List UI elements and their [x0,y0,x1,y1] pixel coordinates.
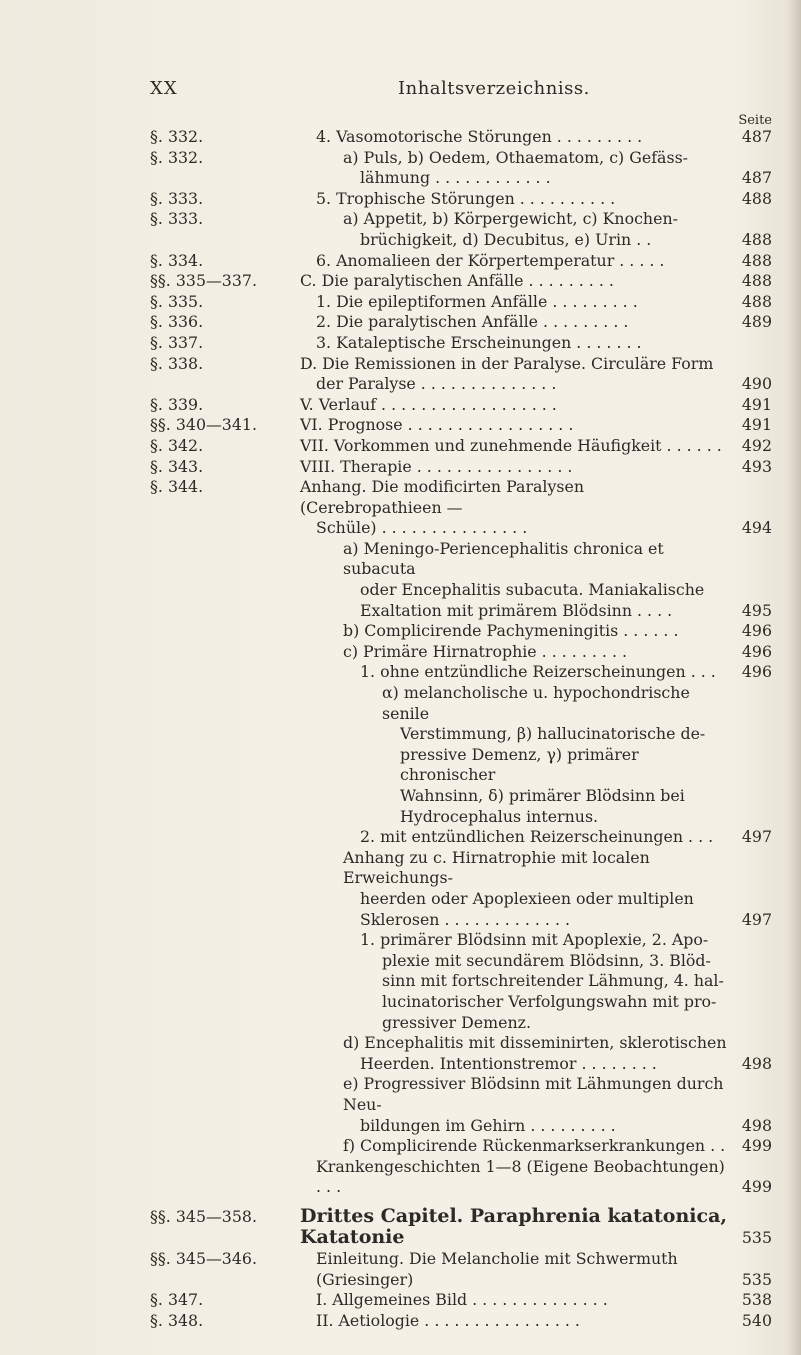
entry-title: 3. Kataleptische Erscheinungen . . . . . . . [316,332,642,352]
entry-title: gressiver Demenz. [382,1012,531,1032]
section-ref: §. 336. [150,312,204,332]
page-header [150,78,761,102]
section-ref: §. 343. [150,456,204,476]
toc-row [150,189,772,210]
entry-title: heerden oder Apoplexieen oder multiplen [360,888,694,908]
entry-title: lähmung . . . . . . . . . . . . [360,168,551,188]
entry-body [300,395,772,416]
section-ref: §§. 345—346. [150,1249,257,1269]
section-ref: §. 342. [150,435,204,455]
entry-body [300,209,772,230]
toc-row [150,786,772,807]
entry-title: c) Primäre Hirnatrophie . . . . . . . . . [343,641,628,661]
toc-row [150,415,772,436]
page-ref: 488 [741,271,772,291]
toc-row [150,1136,772,1157]
entry-body [300,230,772,251]
toc-row [150,457,772,478]
entry-title: 6. Anomalieen der Körpertemperatur . . . . . [316,250,665,270]
toc-row [150,148,772,169]
toc-row [150,848,772,889]
entry-title: D. Die Remissionen in der Paralyse. Circuläre Form [300,353,714,373]
section-ref: §. 332. [150,127,204,146]
section-ref: §. 344. [150,477,204,497]
entry-title: pressive Demenz, γ) primärer chronischer [400,744,639,785]
toc-row [150,271,772,292]
page-ref: 496 [741,662,772,682]
toc-row [150,127,772,148]
page-ref: 488 [741,291,772,311]
entry-title: C. Die paralytischen Anfälle . . . . . . . . . [300,271,614,291]
toc-row [150,910,772,931]
toc-row [150,354,772,375]
table-of-contents [150,112,772,1331]
entry-body [300,539,772,580]
entry-body [300,333,772,354]
entry-title: brüchigkeit, d) Decubitus, e) Urin . . [360,229,652,249]
page-ref: 487 [741,168,772,188]
toc-row [150,621,772,642]
entry-body [300,621,772,642]
toc-row [150,1054,772,1075]
page-ref: 490 [741,374,772,394]
toc-row [150,436,772,457]
entry-body [300,251,772,272]
entry-body [300,168,772,189]
seite-label: Seite [738,113,772,128]
entry-title: V. Verlauf . . . . . . . . . . . . . . . . . . [300,394,557,414]
page-ref: 489 [741,312,772,332]
entry-title: a) Appetit, b) Körpergewicht, c) Knochen- [343,209,678,229]
entry-title: a) Meningo-Periencephalitis chronica et subacuta [343,538,664,579]
entry-title: Einleitung. Die Melancholie mit Schwermuth (Griesinger) [316,1249,678,1289]
toc-row [150,930,772,951]
section-ref: §. 347. [150,1290,204,1310]
entry-body [300,992,772,1013]
section-ref: §. 338. [150,353,204,373]
chapter-title: Drittes Capitel. Paraphrenia katatonica, Katatonie [300,1204,728,1249]
entry-title: 2. mit entzündlichen Reizerscheinungen . . . [360,827,714,847]
entry-title: Anhang. Die modificirten Paralysen (Cerebropathieen — [300,477,585,517]
entry-body [300,436,772,457]
page-ref: 499 [741,1136,772,1156]
entry-body [300,827,772,848]
entry-title: bildungen im Gehirn . . . . . . . . . [360,1115,616,1135]
entry-body [300,786,772,807]
toc-row [150,1249,772,1290]
entry-body [300,477,772,518]
entry-body [300,910,772,931]
entry-body [300,971,772,992]
entry-body [300,1013,772,1034]
entry-title: d) Encephalitis mit disseminirten, sklerotischen [343,1033,727,1053]
entry-title: Wahnsinn, δ) primärer Blödsinn bei [400,786,685,805]
page-ref: 496 [741,621,772,641]
toc-row [150,601,772,622]
entry-body [300,354,772,375]
toc-row [150,374,772,395]
page-ref: 488 [741,250,772,270]
toc-row [150,292,772,313]
toc-row [150,889,772,910]
entry-title: Hydrocephalus internus. [400,806,599,826]
entry-body [300,312,772,333]
entry-body [300,807,772,828]
page-edge-shadow [787,0,801,1355]
entry-title: der Paralyse . . . . . . . . . . . . . . [316,374,557,394]
toc-row [150,1290,772,1311]
entry-body [300,930,772,951]
toc-row [150,971,772,992]
entry-body [300,724,772,745]
entry-body [300,1311,772,1332]
page-ref: 494 [741,518,772,538]
page-ref: 497 [741,827,772,847]
page-ref: 535 [741,1228,772,1248]
entry-body [300,848,772,889]
entry-body [300,292,772,313]
page-ref: 495 [741,600,772,620]
toc-row [150,230,772,251]
toc-row [150,1311,772,1332]
entry-title: Schüle) . . . . . . . . . . . . . . . [316,518,528,538]
running-title: Inhaltsverzeichniss. [398,78,590,99]
entry-title: f) Complicirende Rückenmarkserkrankungen . . [343,1136,726,1156]
entry-body [300,271,772,292]
entry-body [300,1054,772,1075]
entry-title: oder Encephalitis subacuta. Maniakalische [360,580,705,600]
entry-title: 5. Trophische Störungen . . . . . . . . . . [316,188,616,208]
toc-row [150,951,772,972]
entry-title: lucinatorischer Verfolgungswahn mit pro- [382,991,717,1011]
toc-chapter-row [150,1206,772,1249]
section-ref: §. 337. [150,332,204,352]
entry-body [300,1136,772,1157]
page-ref: 496 [741,641,772,661]
entry-body [300,1033,772,1054]
entry-title: plexie mit secundärem Blödsinn, 3. Blöd- [382,950,711,970]
section-ref: §. 333. [150,209,204,229]
section-ref: §§. 340—341. [150,415,257,435]
page-ref: 488 [741,229,772,249]
entry-body [300,457,772,478]
toc-row [150,518,772,539]
entry-title: 1. primärer Blödsinn mit Apoplexie, 2. Apo- [360,930,709,950]
toc-row [150,168,772,189]
page-ref: 498 [741,1053,772,1073]
entry-body [300,148,772,169]
entry-title: VIII. Therapie . . . . . . . . . . . . . . . . [300,456,573,476]
toc-row [150,683,772,724]
page-ref: 492 [741,435,772,455]
entry-body [300,1116,772,1137]
section-ref: §. 348. [150,1310,204,1330]
entry-title: 2. Die paralytischen Anfälle . . . . . . . . . [316,312,629,332]
toc-row [150,992,772,1013]
page-ref: 497 [741,909,772,929]
entry-body [300,1206,772,1249]
entry-body [300,889,772,910]
entry-body [300,1157,772,1198]
entry-title: α) melancholische u. hypochondrische senile [382,683,690,723]
toc-row [150,807,772,828]
section-ref: §. 333. [150,188,204,208]
entry-body [300,1074,772,1115]
toc-row [150,1033,772,1054]
section-ref: §§. 345—358. [150,1206,257,1226]
entry-title: Anhang zu c. Hirnatrophie mit localen Erweichungs- [343,847,650,888]
entry-body [300,601,772,622]
toc-row [150,724,772,745]
entry-title: a) Puls, b) Oedem, Othaematom, c) Gefäss- [343,147,689,167]
toc-row [150,333,772,354]
entry-body [300,518,772,539]
page-ref: 493 [741,456,772,476]
entry-title: II. Aetiologie . . . . . . . . . . . . . . . . [316,1310,580,1330]
toc-row [150,1074,772,1115]
toc-row [150,312,772,333]
toc-row [150,745,772,786]
toc-row [150,477,772,518]
toc-row [150,580,772,601]
entry-title: 1. ohne entzündliche Reizerscheinungen . . . [360,662,716,682]
page-ref: 535 [741,1269,772,1289]
entry-title: Heerden. Intentionstremor . . . . . . . . [360,1053,657,1073]
entry-body [300,127,772,148]
page-ref: 498 [741,1115,772,1135]
section-ref: §§. 335—337. [150,271,257,291]
entry-body [300,1249,772,1290]
page-number: XX [150,78,178,99]
entry-title: I. Allgemeines Bild . . . . . . . . . . . . . . [316,1290,608,1310]
toc-row [150,209,772,230]
entry-title: Krankengeschichten 1—8 (Eigene Beobachtungen) . . . [316,1156,725,1197]
toc-row [150,395,772,416]
entry-body [300,745,772,786]
toc-row [150,1157,772,1198]
page-ref: 538 [741,1290,772,1310]
entry-title: 1. Die epileptiformen Anfälle . . . . . . . . . [316,291,638,311]
entry-title: Exaltation mit primärem Blödsinn . . . . [360,600,673,620]
entry-title: e) Progressiver Blödsinn mit Lähmungen durch Neu- [343,1074,724,1114]
entry-body [300,642,772,663]
entry-title: b) Complicirende Pachymeningitis . . . . . . [343,621,679,641]
entry-body [300,374,772,395]
toc-row [150,1013,772,1034]
entry-body [300,662,772,683]
toc-row [150,539,772,580]
entry-title: sinn mit fortschreitender Lähmung, 4. hal- [382,971,724,991]
entry-title: Verstimmung, β) hallucinatorische de- [400,724,706,744]
toc-row [150,642,772,663]
entry-title: Sklerosen . . . . . . . . . . . . . [360,909,571,929]
entry-body [300,1290,772,1311]
entry-body [300,683,772,724]
entry-title: VI. Prognose . . . . . . . . . . . . . . . . . [300,415,574,435]
section-ref: §. 339. [150,394,204,414]
toc-row [150,251,772,272]
page-ref: 488 [741,188,772,208]
entry-body [300,951,772,972]
toc-row [150,1116,772,1137]
page-ref: 540 [741,1310,772,1330]
entry-body [300,415,772,436]
entry-title: 4. Vasomotorische Störungen . . . . . . . . . [316,127,643,146]
toc-row [150,662,772,683]
page-ref: 499 [741,1177,772,1197]
page-ref: 487 [741,127,772,146]
section-ref: §. 332. [150,147,204,167]
entry-body [300,189,772,210]
page-ref: 491 [741,415,772,435]
page-ref: 491 [741,394,772,414]
entry-title: VII. Vorkommen und zunehmende Häufigkeit . . . . . . [300,435,722,455]
entry-body [300,580,772,601]
section-ref: §. 334. [150,250,204,270]
section-ref: §. 335. [150,291,204,311]
toc-row [150,827,772,848]
